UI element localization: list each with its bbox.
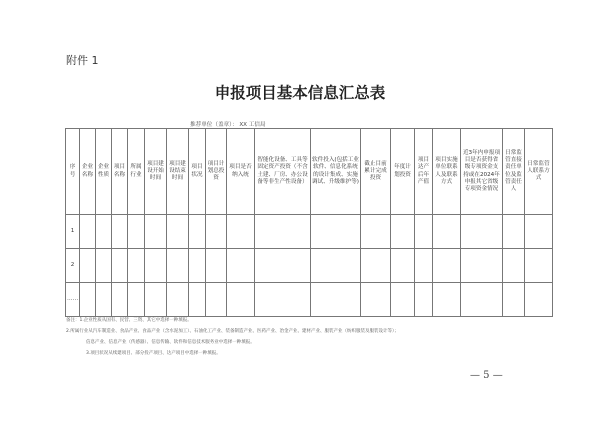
table-row [66, 249, 553, 283]
header-cell: 项目建设开始时间 [145, 129, 167, 215]
table-row [66, 283, 553, 317]
header-cell: 所属行业 [128, 129, 145, 215]
table-row [66, 215, 553, 249]
recommend-unit: 推荐单位（盖章）： XX 工信局 [190, 122, 266, 128]
header-cell: 序号 [66, 129, 80, 215]
notes [66, 318, 536, 362]
header-cell: 日常监管直接责任单位及监管责任人 [503, 129, 525, 215]
note-line: 备注：1.企业性质从国有、民营、三资、其它中选择一种填报。 [66, 318, 192, 323]
summary-table [65, 128, 553, 317]
header-cell: 截止目前累计完成投资 [361, 129, 391, 215]
header-cell: 项目实施单位联系人及联系方式 [433, 129, 461, 215]
row-seq: 2 [66, 249, 80, 283]
header-cell: 智能化设备、工具等固定资产投资（不含土建、厂房、办公设备等非生产性设备） [255, 129, 311, 215]
row-seq: …… [66, 283, 80, 317]
note-line: 2.所属行业从汽车制造业、食品产业、食品产业（含水泥加工）、石油化工产业、装备制造产业、医药产业、冶金产业、建材产业、服装产业（纺织服装及服装设计等）； [66, 328, 399, 334]
attachment-label: 附件 1 [66, 54, 99, 67]
header-cell: 项目计划总投资 [206, 129, 227, 215]
note-line: 3.项目状况从续建项目、部分投产项目、达产项目中选择一种填报。 [86, 350, 221, 356]
header-cell: 项目达产后年产值 [415, 129, 433, 215]
header-cell: 年度计划投资 [391, 129, 415, 215]
header-cell: 项目状况 [189, 129, 206, 215]
page-number: — 5 — [470, 370, 503, 381]
header-cell: 日常监管人联系方式 [525, 129, 553, 215]
header-cell: 软件投入(包括工业软件、信息化系统的设计集成、实施调试、升级维护等) [311, 129, 361, 215]
header-cell: 项目名称 [112, 129, 128, 215]
document-title: 申报项目基本信息汇总表 [214, 83, 386, 102]
header-cell: 项目建设结束时间 [167, 129, 189, 215]
header-cell: 近3年内申报项目是否获得省级专项资金支持或在2024年申报其它省级专项资金情况 [461, 129, 503, 215]
row-seq: 1 [66, 215, 80, 249]
header-row [66, 129, 553, 215]
header-cell: 企业性质 [96, 129, 112, 215]
header-cell: 项目是否纳入统 [227, 129, 255, 215]
header-cell: 企业名称 [80, 129, 96, 215]
note-line: 信息产业、信息产业（传感器）、信息传输、软件和信息技术服务业中选择一种填报。 [86, 339, 255, 345]
